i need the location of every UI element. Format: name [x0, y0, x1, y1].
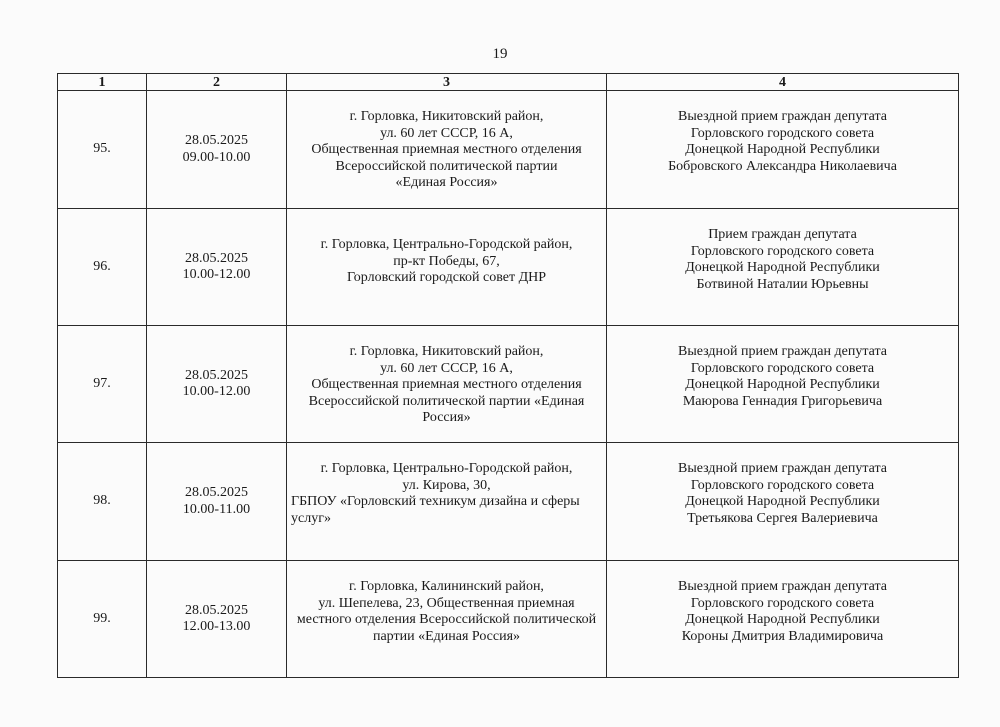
- description-line: Донецкой Народной Республики: [685, 260, 880, 275]
- column-header: 4: [607, 74, 959, 91]
- address-line: ул. 60 лет СССР, 16 А,: [380, 125, 513, 141]
- address-cell: [287, 326, 607, 443]
- description-cell: [607, 209, 959, 326]
- header-row: [58, 74, 959, 91]
- schedule-table: [57, 73, 959, 678]
- address-line: г. Горловка, Никитовский район,: [349, 109, 544, 124]
- address-line: партии «Единая Россия»: [372, 628, 521, 644]
- date: 28.05.2025: [185, 602, 248, 618]
- address-line: г. Горловка, Центрально-Городской район,: [320, 237, 573, 252]
- description-line: Горловского городского совета: [690, 360, 875, 376]
- description-line: Донецкой Народной Республики: [685, 612, 880, 627]
- address-line: ул. Шепелева, 23, Общественная приемная: [318, 595, 575, 611]
- address-line: «Единая Россия»: [395, 175, 498, 190]
- table-row: [58, 209, 959, 326]
- address-line: услуг»: [291, 510, 331, 526]
- address-line: местного отделения Всероссийской политической: [296, 612, 597, 627]
- description-line: Выездной прием граждан депутата: [677, 109, 887, 124]
- time: 09.00-10.00: [182, 149, 251, 165]
- description-line: Донецкой Народной Республики: [685, 494, 880, 509]
- description-line: Третьякова Сергея Валериевича: [687, 510, 878, 526]
- address-cell: [287, 209, 607, 326]
- page-number: 19: [492, 46, 508, 62]
- description-line: Выездной прием граждан депутата: [677, 579, 887, 594]
- date-time-cell: [147, 561, 287, 678]
- description-line: Горловского городского совета: [690, 243, 875, 259]
- address-line: Россия»: [422, 410, 471, 425]
- address-line: г. Горловка, Центрально-Городской район,: [320, 461, 573, 476]
- description-line: Короны Дмитрия Владимировича: [681, 628, 884, 644]
- description-line: Донецкой Народной Республики: [685, 142, 880, 157]
- address-line: Всероссийской политической партии «Единая: [308, 393, 585, 409]
- date: 28.05.2025: [185, 367, 248, 383]
- address-line: Общественная приемная местного отделения: [311, 142, 582, 157]
- column-header: 1: [58, 74, 147, 91]
- table-row: [58, 91, 959, 209]
- date-time-cell: [147, 443, 287, 561]
- address-cell: [287, 561, 607, 678]
- column-header: 3: [287, 74, 607, 91]
- row-number: 99.: [58, 561, 147, 678]
- row-number: 95.: [58, 91, 147, 209]
- row-number: 96.: [58, 209, 147, 326]
- time: 10.00-12.00: [182, 267, 251, 282]
- address-line: Общественная приемная местного отделения: [311, 377, 582, 392]
- description-cell: [607, 91, 959, 209]
- address-line: ул. Кирова, 30,: [402, 477, 491, 493]
- date: 28.05.2025: [185, 485, 248, 500]
- address-line: ГБПОУ «Горловский техникум дизайна и сферы: [291, 494, 580, 509]
- address-cell: [287, 91, 607, 209]
- address-line: Горловский городской совет ДНР: [346, 270, 547, 285]
- description-line: Прием граждан депутата: [708, 227, 857, 242]
- time: 10.00-11.00: [182, 501, 251, 517]
- description-line: Горловского городского совета: [690, 125, 875, 141]
- description-line: Выездной прием граждан депутата: [677, 344, 887, 359]
- column-header: 2: [147, 74, 287, 91]
- description-line: Горловского городского совета: [690, 477, 875, 493]
- time: 12.00-13.00: [182, 619, 251, 634]
- description-line: Бобровского Александра Николаевича: [668, 158, 897, 174]
- address-line: г. Горловка, Калининский район,: [349, 579, 544, 594]
- table-row: [58, 561, 959, 678]
- address-line: пр-кт Победы, 67,: [393, 253, 500, 269]
- address-line: г. Горловка, Никитовский район,: [349, 344, 544, 359]
- date-time-cell: [147, 91, 287, 209]
- description-line: Ботвиной Наталии Юрьевны: [696, 276, 869, 292]
- row-number: 98.: [58, 443, 147, 561]
- description-line: Маюрова Геннадия Григорьевича: [682, 393, 883, 409]
- date-time-cell: [147, 209, 287, 326]
- date: 28.05.2025: [185, 250, 248, 266]
- table-row: [58, 443, 959, 561]
- table-row: [58, 326, 959, 443]
- address-cell: [287, 443, 607, 561]
- description-cell: [607, 561, 959, 678]
- date: 28.05.2025: [185, 133, 248, 148]
- time: 10.00-12.00: [182, 384, 251, 399]
- description-cell: [607, 443, 959, 561]
- description-line: Горловского городского совета: [690, 595, 875, 611]
- address-line: ул. 60 лет СССР, 16 А,: [380, 360, 513, 376]
- date-time-cell: [147, 326, 287, 443]
- row-number: 97.: [58, 326, 147, 443]
- description-line: Выездной прием граждан депутата: [677, 461, 887, 476]
- description-cell: [607, 326, 959, 443]
- description-line: Донецкой Народной Республики: [685, 377, 880, 392]
- address-line: Всероссийской политической партии: [335, 158, 558, 174]
